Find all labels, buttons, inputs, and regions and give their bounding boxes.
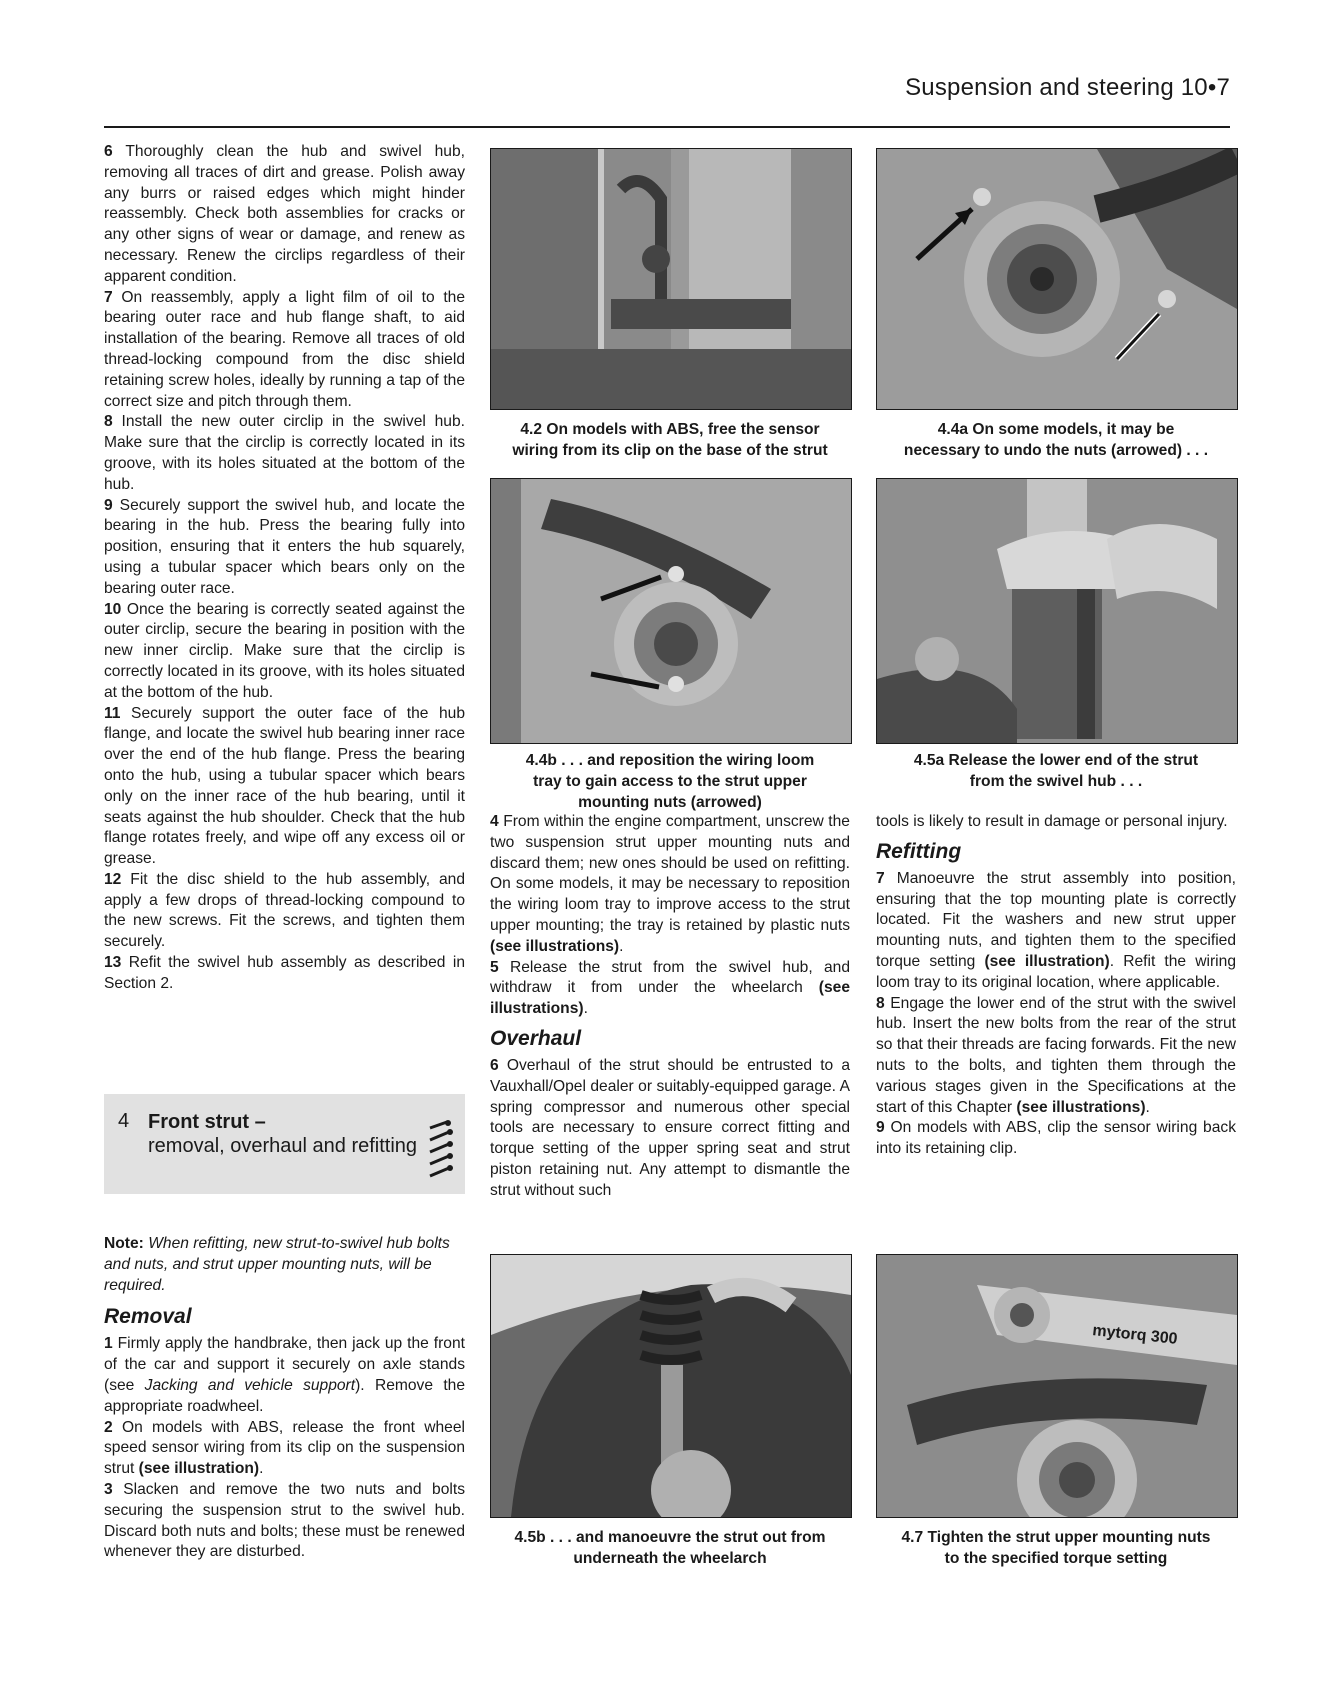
illustration-ref: (see illustration) xyxy=(984,952,1110,970)
paragraph-text: . xyxy=(619,937,624,955)
caption-line: 4.7 Tighten the strut upper mounting nuts xyxy=(901,1529,1211,1546)
paragraph-text: Firmly apply the handbrake, then jack up the front of the car and support it securely on axle stands (see xyxy=(104,1335,465,1394)
paragraph-text: Overhaul of the strut should be entrusted to a Vauxhall/Opel dealer or suitably-equipped garage. A spring compressor and numerous other special tools are necessary to ensure correct fitting and torque setting of the upper spring seat and strut piston retaining nut. Any attempt to dismantle the strut without such xyxy=(490,1056,850,1199)
paragraph-text: On reassembly, apply a light film of oil to the bearing outer race and hub flange shaft, to aid installation of the bearing. Remove all traces of old thread-locking compound from the disc shield retaining screw holes, ideally by running a tap of the correct size and pitch through them. xyxy=(104,288,465,410)
caption-line: underneath the wheelarch xyxy=(573,1549,767,1567)
caption-4-7 xyxy=(876,1528,1236,1570)
page-title: Suspension and steering 10•7 xyxy=(905,74,1230,101)
note-text: When refitting, new strut-to-swivel hub bolts and nuts, and strut upper mounting nuts, will be required. xyxy=(104,1235,450,1294)
caption-4-5a xyxy=(876,751,1236,793)
paragraph-number: 10 xyxy=(104,600,122,618)
section-title xyxy=(148,1110,417,1158)
paragraph xyxy=(104,288,465,413)
caption-4-4b xyxy=(490,751,850,813)
paragraph-text: Once the bearing is correctly seated against the outer circlip, secure the bearing in position with the new inner circlip. Make sure that the circlip is correctly located in its groove, with its holes situated at the bottom of the hub. xyxy=(104,600,465,701)
paragraph xyxy=(876,1118,1236,1160)
caption-line: 4.4b . . . and reposition the wiring loom xyxy=(525,752,815,769)
photo-4-5b-strut-from-wheelarch xyxy=(490,1254,852,1518)
section-number: 4 xyxy=(118,1110,130,1132)
paragraph-number: 5 xyxy=(490,958,499,976)
paragraph xyxy=(876,869,1236,994)
illustration-ref: (see illustrations) xyxy=(1016,1098,1146,1116)
paragraph-text: On models with ABS, release the front wheel speed sensor wiring from its clip on the suspension strut xyxy=(104,1418,465,1478)
paragraph xyxy=(490,1056,850,1202)
photo-4-4b-wiring-loom-tray xyxy=(490,478,852,744)
paragraph-text: Release the strut from the swivel hub, and withdraw it from under the wheelarch xyxy=(490,958,851,997)
illustration-ref: (see illustrations) xyxy=(490,979,850,1018)
paragraph-text: On models with ABS, clip the sensor wiring back into its retaining clip. xyxy=(876,1119,1236,1158)
photo-4-5a-strut-lower-end xyxy=(876,478,1238,744)
paragraph-number: 8 xyxy=(104,413,113,431)
caption-4-4a xyxy=(876,420,1236,462)
refitting-heading: Refitting xyxy=(876,839,962,863)
caption-4-2 xyxy=(490,420,850,462)
paragraph-number: 2 xyxy=(104,1418,113,1436)
column-middle xyxy=(490,812,850,1202)
paragraph-number: 9 xyxy=(876,1119,885,1137)
column-right xyxy=(876,812,1236,1160)
paragraph-number: 4 xyxy=(490,813,499,830)
caption-line: necessary to undo the nuts (arrowed) . . . xyxy=(903,441,1209,459)
caption-4-5b xyxy=(490,1528,850,1570)
paragraph xyxy=(490,958,850,1020)
paragraph-text: . xyxy=(1145,1098,1150,1116)
paragraph-text: Thoroughly clean the hub and swivel hub, removing all traces of dirt and grease. Polish away any burrs or raised edges which might hinder reassembly. Check both assemblies for cracks or any other signs of wear or damage, and renew as necessary. Renew the circlips regardless of their apparent condition. xyxy=(104,143,465,285)
caption-line: from the swivel hub . . . xyxy=(969,772,1143,790)
section-subtitle: removal, overhaul and refitting xyxy=(148,1135,418,1157)
paragraph-number: 6 xyxy=(490,1056,499,1074)
paragraph-number: 7 xyxy=(104,288,113,306)
paragraph xyxy=(876,812,1236,833)
caption-line: tray to gain access to the strut upper xyxy=(533,772,807,790)
section-heading-box xyxy=(104,1094,465,1194)
caption-line: 4.2 On models with ABS, free the sensor xyxy=(520,421,820,438)
caption-line: 4.5b . . . and manoeuvre the strut out from xyxy=(514,1529,826,1546)
paragraph xyxy=(104,1334,465,1417)
caption-line: to the specified torque setting xyxy=(944,1549,1168,1567)
photo-4-7-torque-wrench xyxy=(876,1254,1238,1518)
note xyxy=(104,1234,465,1296)
paragraph-text: Fit the disc shield to the hub assembly, and apply a few drops of thread-locking compound to the new screws. Fit the screws, and tighten them securely. xyxy=(104,870,465,951)
caption-line: 4.5a Release the lower end of the strut xyxy=(913,752,1199,769)
paragraph-text: tools is likely to result in damage or personal injury. xyxy=(876,813,1228,830)
paragraph xyxy=(104,870,465,953)
paragraph-text: Slacken and remove the two nuts and bolts securing the suspension strut to the swivel hub. Discard both nuts and bolts; these must be renewed whenever they are disturbed. xyxy=(104,1480,465,1561)
note-and-removal xyxy=(104,1234,465,1563)
illustration-ref: (see illustration) xyxy=(138,1460,260,1478)
paragraph-text: Install the new outer circlip in the swivel hub. Make sure that the circlip is correctly located in its groove, with its holes situated at the bottom of the hub. xyxy=(104,413,465,493)
paragraph xyxy=(104,142,465,288)
paragraph-text: From within the engine compartment, unscrew the two suspension strut upper mounting nuts and discard them; new ones should be used on refitting. On some models, it may be necessary to reposition the wiring loom tray to improve access to the strut upper mounting; the tray is retained by plastic nuts xyxy=(490,813,850,934)
paragraph-text: ). Remove the appropriate roadwheel. xyxy=(104,1376,466,1415)
paragraph-number: 9 xyxy=(104,496,113,514)
paragraph-text: . Refit the wiring loom tray to its original location, where applicable. xyxy=(876,952,1236,991)
column-left xyxy=(104,142,465,995)
paragraph-number: 3 xyxy=(104,1480,113,1498)
paragraph-text: Securely support the outer face of the hub flange, and locate the swivel hub bearing inner race over the end of the hub flange. Press the bearing onto the hub, using a tubular spacer which bears only on the inner race of the hub bearing, until it seats against the hub shoulder. Check that the hub flange rotates freely, and wipe off any excess oil or grease. xyxy=(104,704,465,868)
paragraph xyxy=(104,704,465,870)
paragraph-text: Manoeuvre the strut assembly into position, ensuring that the top mounting plate is correctly located. Fit the washers and new strut upper mounting nuts, and tighten them to the specified torque setting xyxy=(876,869,1236,970)
difficulty-wrench-icon xyxy=(427,1120,453,1184)
paragraph xyxy=(490,812,850,958)
photo-4-4a-strut-mounting-nuts xyxy=(876,148,1238,410)
paragraph xyxy=(104,496,465,600)
paragraph-reference: Jacking and vehicle support xyxy=(144,1376,356,1394)
paragraph xyxy=(104,1480,465,1563)
caption-line: mounting nuts (arrowed) xyxy=(578,793,762,811)
paragraph-text: Securely support the swivel hub, and locate the bearing in the hub. Press the bearing fully into position, ensuring that it enters the hub squarely, using a tubular spacer which bears only on the bearing outer race. xyxy=(104,496,465,597)
illustration-ref: (see illustrations) xyxy=(490,937,620,955)
torque-wrench-label: mytorq 300 xyxy=(1091,1322,1179,1348)
paragraph-number: 11 xyxy=(104,704,121,722)
paragraph-number: 6 xyxy=(104,143,113,160)
caption-line: 4.4a On some models, it may be xyxy=(937,421,1175,438)
paragraph xyxy=(104,953,465,995)
paragraph-text: . xyxy=(259,1460,264,1478)
caption-line: wiring from its clip on the base of the strut xyxy=(512,441,828,459)
paragraph xyxy=(104,1418,465,1480)
paragraph-number: 12 xyxy=(104,870,122,888)
paragraph xyxy=(876,994,1236,1119)
photo-4-2-abs-sensor-clip xyxy=(490,148,852,410)
paragraph-number: 7 xyxy=(876,869,885,887)
paragraph-number: 1 xyxy=(104,1335,113,1353)
paragraph-number: 8 xyxy=(876,994,885,1012)
paragraph xyxy=(104,600,465,704)
removal-heading: Removal xyxy=(104,1305,192,1329)
note-label: Note: xyxy=(104,1235,144,1252)
paragraph-text: . xyxy=(583,1000,588,1018)
paragraph-text: Refit the swivel hub assembly as described in Section 2. xyxy=(104,954,465,992)
paragraph-text: Engage the lower end of the strut with the swivel hub. Insert the new bolts from the rear of the strut so that their threads are facing forwards. Fit the new nuts to the bolts, and tighten them through the various stages given in the Specifications at the start of this Chapter xyxy=(876,994,1236,1116)
paragraph xyxy=(104,412,465,495)
page-header xyxy=(104,70,1230,128)
section-title-line: Front strut – xyxy=(148,1111,266,1133)
paragraph-number: 13 xyxy=(104,954,122,972)
overhaul-heading: Overhaul xyxy=(490,1026,582,1050)
